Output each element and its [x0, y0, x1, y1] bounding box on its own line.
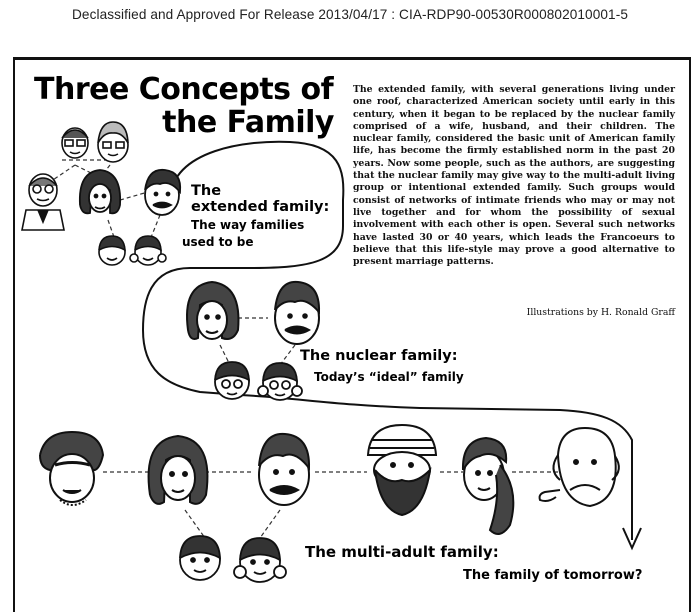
nuclear-caption: The nuclear family:: [300, 348, 458, 364]
extended-sub-line2: used to be: [182, 235, 254, 249]
title-line-1: Three Concepts of: [34, 72, 334, 107]
extended-child-boy: [99, 236, 125, 265]
multi-man-with-pipe: [540, 428, 619, 506]
multi-bearded-man: [368, 425, 436, 515]
multi-woman-sunglasses: [40, 432, 103, 505]
multi-sub: The family of tomorrow?: [463, 568, 643, 583]
older-man-in-suit: [22, 174, 64, 230]
nuclear-sub: Today’s “ideal” family: [314, 370, 464, 384]
multi-woman-ponytail: [463, 438, 513, 534]
grandfather-face: [62, 128, 88, 158]
article-body: The extended family, with several generations living under one roof, characterized American society until early in this century, when it began to be replaced by the nuclear family comprised of a wife, husband, and their children. The nuclear family, considered the basic unit of American family life, has become the firmly established norm in the past 20 years. Now some people, such as the authors, are suggesting that the nuclear family may give way to the multi-adult living group or intentional extended family. Such groups would consist of networks of intimate friends who may or may not live together and for whom the possibility of sexual involvement with each other is open. Several such networks have lasted 30 or 40 years, which leads the Francoeurs to believe that this life-style may prove a good alternative to present marriage patterns.: [353, 84, 675, 268]
multi-woman-face: [149, 436, 208, 504]
declassification-header: Declassified and Approved For Release 2013/04/17 : CIA-RDP90-00530R000802010001-5: [72, 7, 628, 22]
extended-caption-line1: The: [191, 183, 222, 199]
multi-child-boy: [180, 536, 220, 580]
extended-caption-line2: extended family:: [191, 199, 330, 215]
nuclear-mother-face: [187, 282, 238, 339]
nuclear-child-girl: [258, 363, 302, 400]
multi-caption: The multi-adult family:: [305, 543, 499, 561]
nuclear-father-face: [275, 282, 319, 344]
extended-sub-line1: The way families: [191, 218, 305, 232]
extended-child-girl: [130, 236, 166, 265]
illustration-credit: Illustrations by H. Ronald Graff: [526, 307, 675, 318]
extended-mother-face: [80, 170, 120, 213]
title-line-2: the Family: [162, 105, 334, 140]
multi-child-girl: [234, 538, 286, 582]
grandmother-face: [98, 122, 128, 162]
extended-father-face: [145, 170, 180, 215]
multi-man-mustache: [259, 434, 309, 505]
nuclear-child-boy: [215, 362, 249, 399]
